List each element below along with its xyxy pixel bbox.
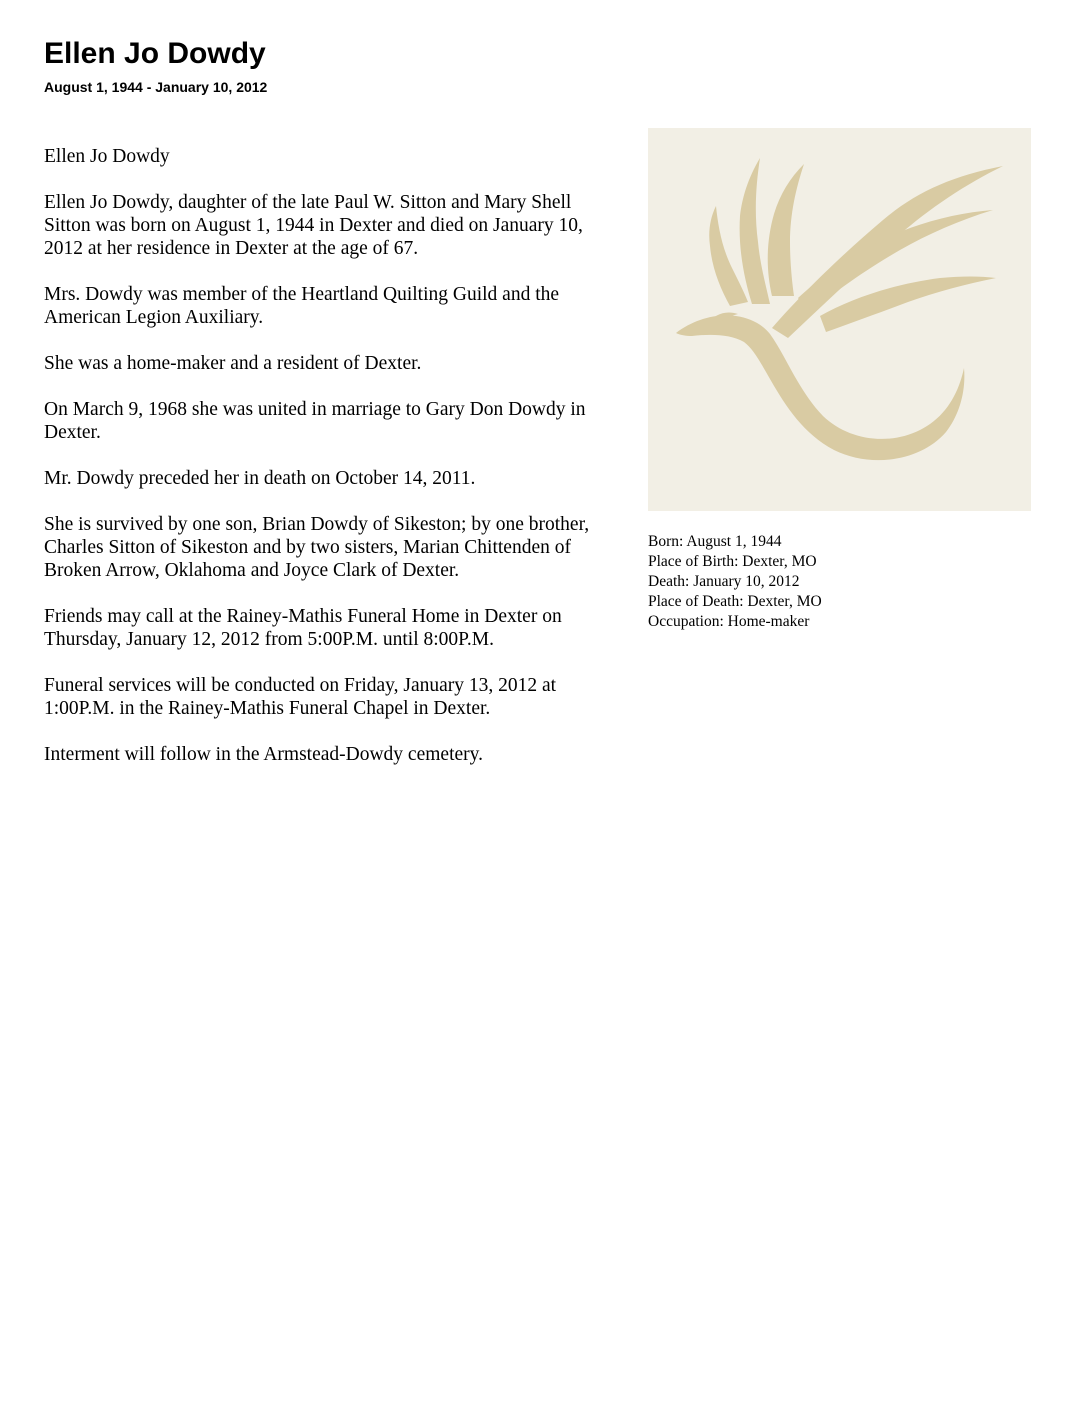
obituary-paragraph: She is survived by one son, Brian Dowdy of Sikeston; by one brother, Charles Sitton of Sikeston and by two sisters, Marian Chittenden of Broken Arrow, Oklahoma and Joyce Clark of Dexter. bbox=[44, 514, 590, 581]
page-title: Ellen Jo Dowdy bbox=[44, 37, 266, 70]
obituary-paragraph: She was a home-maker and a resident of Dexter. bbox=[44, 353, 422, 374]
obituary-paragraph: Mrs. Dowdy was member of the Heartland Quilting Guild and the American Legion Auxiliary. bbox=[44, 284, 560, 328]
fact-born: Born: August 1, 1944 bbox=[648, 533, 782, 550]
fact-occupation: Occupation: Home-maker bbox=[648, 613, 810, 630]
obituary-header bbox=[44, 36, 267, 96]
fact-place-of-birth: Place of Birth: Dexter, MO bbox=[648, 553, 817, 570]
obituary-paragraph: On March 9, 1968 she was united in marriage to Gary Don Dowdy in Dexter. bbox=[44, 399, 586, 443]
obituary-paragraph: Ellen Jo Dowdy, daughter of the late Paul W. Sitton and Mary Shell Sitton was born on August 1, 1944 in Dexter and died on January 10, 2012 at her residence in Dexter at the age of 67. bbox=[44, 192, 583, 259]
obituary-paragraph: Friends may call at the Rainey-Mathis Funeral Home in Dexter on Thursday, January 12, 2012 from 5:00P.M. until 8:00P.M. bbox=[44, 606, 562, 650]
obituary-paragraph: Interment will follow in the Armstead-Dowdy cemetery. bbox=[44, 744, 483, 765]
obituary-paragraph: Funeral services will be conducted on Friday, January 13, 2012 at 1:00P.M. in the Rainey-Mathis Funeral Chapel in Dexter. bbox=[44, 675, 557, 719]
fact-place-of-death: Place of Death: Dexter, MO bbox=[648, 593, 822, 610]
dove-icon bbox=[648, 128, 1031, 511]
life-dates: August 1, 1944 - January 10, 2012 bbox=[44, 79, 268, 95]
obituary-paragraph: Mr. Dowdy preceded her in death on October 14, 2011. bbox=[44, 468, 476, 489]
fact-death: Death: January 10, 2012 bbox=[648, 573, 800, 590]
obituary-text bbox=[44, 145, 604, 789]
memorial-image bbox=[648, 128, 1031, 511]
vital-facts bbox=[648, 532, 822, 632]
obituary-paragraph: Ellen Jo Dowdy bbox=[44, 146, 170, 167]
